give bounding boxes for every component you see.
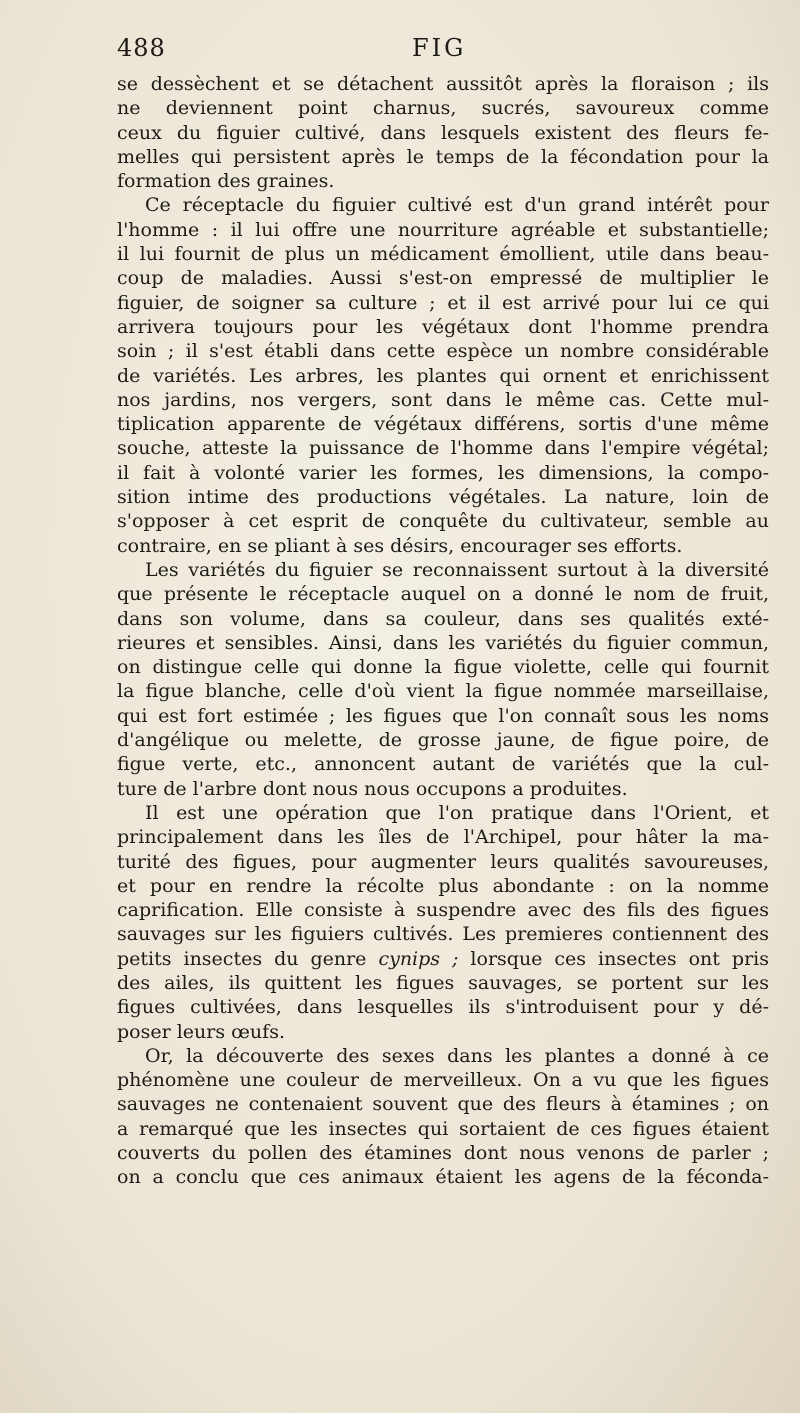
text-line-content: petits insectes du genre xyxy=(117,947,367,970)
text-line-content: figues cultivées, dans lesquelles ils s'introduisent pour y dé- xyxy=(117,996,769,1019)
text-line xyxy=(117,558,769,582)
text-line xyxy=(117,971,769,995)
text-line xyxy=(117,461,769,485)
text-line-content: Il est une opération que l'on pratique dans l'Orient, et xyxy=(145,801,769,824)
text-line-content: turité des figues, pour augmenter leurs qualités savoureuses, xyxy=(117,850,769,873)
text-line-content: Or, la découverte des sexes dans les plantes a donné à ce xyxy=(145,1044,769,1067)
text-line xyxy=(117,1044,769,1068)
text-line-content: caprification. Elle consiste à suspendre avec des fils des figues xyxy=(117,899,769,922)
text-line xyxy=(117,1092,769,1116)
text-line xyxy=(117,315,769,339)
text-line xyxy=(117,1141,769,1165)
text-line xyxy=(117,777,769,801)
text-line-content: figuier, de soigner sa culture ; et il est arrivé pour lui ce qui xyxy=(117,291,769,314)
text-line xyxy=(117,364,769,388)
text-line-content: s'opposer à cet esprit de conquête du cultivateur, semble au xyxy=(117,510,769,533)
text-line-content: ceux du figuier cultivé, dans lesquels existent des fleurs fe- xyxy=(117,121,769,144)
text-line-content: Les variétés du figuier se reconnaissent surtout à la diversité xyxy=(145,558,769,581)
text-line-content: on a conclu que ces animaux étaient les agens de la féconda- xyxy=(117,1166,769,1189)
text-line-content: arrivera toujours pour les végétaux dont l'homme prendra xyxy=(117,315,769,338)
text-line-content: sauvages ne contenaient souvent que des fleurs à étamines ; on xyxy=(117,1093,769,1116)
text-line-content: poser leurs œufs. xyxy=(117,1020,285,1043)
text-line-content: on distingue celle qui donne la figue violette, celle qui fournit xyxy=(117,656,769,679)
text-line-content: des ailes, ils quittent les figues sauvages, se portent sur les xyxy=(117,971,769,994)
text-line xyxy=(117,242,769,266)
text-line-content: souche, atteste la puissance de l'homme dans l'empire végétal; xyxy=(117,437,769,460)
text-line-content: de variétés. Les arbres, les plantes qui ornent et enrichissent xyxy=(117,364,769,387)
text-line xyxy=(117,485,769,509)
text-line xyxy=(117,96,769,120)
text-line xyxy=(117,169,769,193)
text-line xyxy=(117,266,769,290)
text-line-content: tiplication apparente de végétaux différens, sortis d'une même xyxy=(117,413,769,436)
text-line xyxy=(117,898,769,922)
text-line-content: la figue blanche, celle d'où vient la figue nommée marseillaise, xyxy=(117,680,769,703)
body-text xyxy=(117,72,769,1190)
text-line xyxy=(117,291,769,315)
text-line xyxy=(117,534,769,558)
text-line-content: Ce réceptacle du figuier cultivé est d'un grand intérêt pour xyxy=(145,194,769,217)
text-line xyxy=(117,145,769,169)
text-line-content: l'homme : il lui offre une nourriture agréable et substantielle; xyxy=(117,218,769,241)
text-line-content: soin ; il s'est établi dans cette espèce un nombre considérable xyxy=(117,340,769,363)
text-line xyxy=(117,1020,769,1044)
text-line xyxy=(117,679,769,703)
text-line xyxy=(117,72,769,96)
text-line xyxy=(117,412,769,436)
text-line xyxy=(117,825,769,849)
text-line xyxy=(117,801,769,825)
text-line-content: qui est fort estimée ; les figues que l'on connaît sous les noms xyxy=(117,704,769,727)
text-line xyxy=(117,631,769,655)
text-line-content: ture de l'arbre dont nous nous occupons a produites. xyxy=(117,777,628,800)
text-line xyxy=(117,436,769,460)
text-line-content: nos jardins, nos vergers, sont dans le même cas. Cette mul- xyxy=(117,388,769,411)
text-line xyxy=(117,752,769,776)
text-line xyxy=(117,874,769,898)
page-header xyxy=(117,34,767,68)
text-line-content: dans son volume, dans sa couleur, dans ses qualités exté- xyxy=(117,607,769,630)
text-line xyxy=(117,1117,769,1141)
text-line-content: formation des graines. xyxy=(117,170,335,193)
text-line-content: se dessèchent et se détachent aussitôt après la floraison ; ils xyxy=(117,73,769,95)
running-head: FIG xyxy=(412,34,467,62)
text-line xyxy=(117,582,769,606)
text-line xyxy=(117,922,769,946)
text-line-content: phénomène une couleur de merveilleux. On a vu que les figues xyxy=(117,1069,769,1092)
italic-term: cynips ; xyxy=(378,947,459,970)
text-line xyxy=(117,388,769,412)
text-line xyxy=(117,509,769,533)
text-line-content: couverts du pollen des étamines dont nous venons de parler ; xyxy=(117,1142,769,1165)
text-line-continuation: lorsque ces insectes ont pris xyxy=(458,947,769,970)
text-line xyxy=(117,704,769,728)
page-number: 488 xyxy=(117,34,166,62)
text-line xyxy=(117,1068,769,1092)
text-line-content: principalement dans les îles de l'Archipel, pour hâter la ma- xyxy=(117,826,769,849)
text-line-content: melles qui persistent après le temps de la fécondation pour la xyxy=(117,145,769,168)
text-line xyxy=(117,947,769,971)
text-line-content: ne deviennent point charnus, sucrés, savoureux comme xyxy=(117,97,769,120)
text-line-content: il lui fournit de plus un médicament émollient, utile dans beau- xyxy=(117,243,769,266)
text-line xyxy=(117,655,769,679)
text-line xyxy=(117,1165,769,1189)
text-line-content: rieures et sensibles. Ainsi, dans les variétés du figuier commun, xyxy=(117,631,769,654)
text-line-content: a remarqué que les insectes qui sortaient de ces figues étaient xyxy=(117,1117,769,1140)
text-line-content: et pour en rendre la récolte plus abondante : on la nomme xyxy=(117,874,769,897)
text-line-content: que présente le réceptacle auquel on a donné le nom de fruit, xyxy=(117,583,769,606)
text-line-content: contraire, en se pliant à ses désirs, encourager ses efforts. xyxy=(117,534,683,557)
text-line xyxy=(117,607,769,631)
text-line xyxy=(117,121,769,145)
text-line-content: figue verte, etc., annoncent autant de variétés que la cul- xyxy=(117,753,769,776)
text-line-content: il fait à volonté varier les formes, les dimensions, la compo- xyxy=(117,461,769,484)
text-line xyxy=(117,850,769,874)
text-line xyxy=(117,339,769,363)
text-line-content: sauvages sur les figuiers cultivés. Les premieres contiennent des xyxy=(117,923,769,946)
text-line xyxy=(117,193,769,217)
text-line xyxy=(117,218,769,242)
text-line-content: sition intime des productions végétales. La nature, loin de xyxy=(117,486,769,509)
text-line xyxy=(117,995,769,1019)
text-line xyxy=(117,728,769,752)
text-line-content: coup de maladies. Aussi s'est-on empressé de multiplier le xyxy=(117,267,769,290)
text-line-content: d'angélique ou melette, de grosse jaune, de figue poire, de xyxy=(117,729,769,752)
